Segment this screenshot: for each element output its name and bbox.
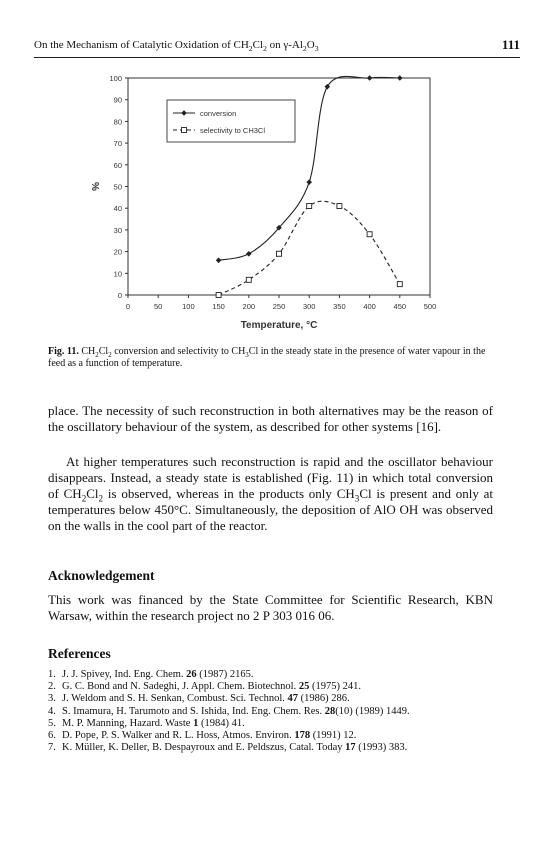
reference-text: D. Pope, P. S. Walker and R. L. Hoss, Atmos. Environ. — [62, 730, 295, 742]
y-tick-label: 0 — [117, 291, 122, 300]
reference-item — [48, 718, 508, 730]
figure-label: Fig. 11. — [48, 346, 79, 357]
x-tick-label: 450 — [393, 302, 407, 311]
data-point-1 — [397, 75, 403, 81]
data-point-2 — [216, 293, 221, 298]
paragraph: At higher temperatures such reconstruction is rapid and the oscillator behaviour disappears. Instead, a steady state is established (Fig. 11) in which total conversion of $CH_2Cl_2$ is observed, whereas in the products only $CH_3Cl$ is present and only at temperatures below 450°C. Simultaneously, the deposition of AlO OH was observed on the walls in the cool part of the reactor. — [48, 454, 494, 533]
y-tick-label: 10 — [113, 269, 122, 279]
acknowledgement-text: This work was financed by the State Committee for Scientific Research, KBN Warsaw, within the research project no 2 P 303 016 06. — [48, 592, 493, 623]
reference-text: (1993) 383. — [355, 742, 408, 754]
reference-text: K. Müller, K. Deller, B. Despayroux and E. Peldszus, Catal. Today — [62, 742, 346, 754]
data-point-1 — [216, 257, 222, 263]
reference-volume: 47 — [287, 693, 299, 705]
legend-marker-2 — [182, 128, 187, 133]
references-heading: References — [48, 646, 111, 661]
x-tick-label: 500 — [423, 302, 437, 311]
reference-text: S. Imamura, H. Tarumoto and S. Ishida, Ind. Eng. Chem. Res. — [62, 705, 325, 717]
data-point-1 — [325, 84, 331, 90]
y-tick-label: 60 — [113, 160, 122, 170]
reference-text: (1987) 2165. — [196, 669, 254, 680]
y-tick-label: 100 — [109, 74, 122, 83]
x-tick-label: 100 — [182, 302, 195, 311]
y-tick-label: 20 — [113, 247, 122, 257]
reference-item — [48, 730, 508, 742]
reference-number: 1. — [48, 669, 56, 680]
reference-text: (1986) 286. — [298, 693, 350, 705]
reference-number: 6. — [48, 730, 56, 742]
data-point-1 — [306, 179, 312, 185]
reference-volume: 25 — [298, 681, 310, 693]
data-point-1 — [246, 251, 252, 257]
y-tick-label: 80 — [113, 117, 122, 127]
x-tick-label: 50 — [154, 302, 163, 311]
running-header — [34, 39, 520, 58]
reference-volume: 26 — [186, 669, 197, 680]
paragraph: place. The necessity of such reconstruction in both alternatives may be the reason of the oscillatory behaviour of the system, as described for other systems [16]. — [48, 403, 493, 434]
reference-item — [48, 681, 508, 693]
reference-text: M. P. Manning, Hazard. Waste — [62, 717, 194, 729]
figure-caption: Fig. 11. $CH_2Cl_2$ conversion and selectivity to $CH_3Cl$ in the steady state in the presence of water vapour in the feed as a function of temperature. — [48, 346, 486, 369]
reference-volume: 28 — [324, 705, 336, 717]
reference-number: 5. — [48, 717, 56, 729]
legend — [167, 100, 295, 142]
legend-label-1: conversion — [200, 109, 237, 118]
x-tick-label: 0 — [125, 302, 131, 311]
page-number: 111 — [501, 37, 520, 52]
data-point-2 — [277, 251, 282, 256]
reference-volume: 17 — [345, 742, 356, 754]
reference-text: (1984) 41. — [198, 717, 245, 729]
reference-number: 3. — [48, 693, 56, 705]
x-tick-label: 250 — [272, 302, 286, 311]
reference-list — [48, 669, 508, 754]
x-axis-label: Temperature, °C — [240, 320, 318, 331]
legend-label-2: selectivity to CH3Cl — [200, 126, 266, 135]
x-tick-label: 200 — [242, 302, 256, 311]
reference-text: (10) (1989) 1449. — [335, 705, 410, 717]
reference-text: J. J. Spivey, Ind. Eng. Chem. — [62, 669, 187, 680]
y-tick-label: 70 — [113, 139, 122, 149]
data-point-2 — [337, 204, 342, 209]
x-tick-label: 300 — [302, 302, 316, 311]
y-tick-label: 40 — [113, 204, 122, 214]
data-point-2 — [246, 277, 251, 282]
reference-number: 7. — [48, 742, 56, 754]
y-tick-label: 30 — [113, 225, 122, 235]
reference-text: (1991) 12. — [310, 730, 357, 742]
reference-item — [48, 669, 508, 681]
data-point-2 — [397, 282, 402, 287]
data-point-2 — [367, 232, 372, 237]
line-chart — [70, 66, 450, 342]
reference-item — [48, 693, 508, 705]
series-line-2 — [219, 201, 400, 295]
reference-text: J. Weldom and S. H. Senkan, Combust. Sci. Technol. — [62, 693, 288, 705]
x-tick-label: 400 — [363, 302, 376, 311]
y-tick-label: 50 — [113, 182, 122, 192]
reference-item — [48, 742, 508, 754]
y-tick-label: 90 — [113, 95, 122, 105]
reference-volume: 1 — [193, 717, 199, 729]
reference-text: G. C. Bond and N. Sadeghi, J. Appl. Chem. Biotechnol. — [62, 681, 299, 693]
y-axis-label: % — [89, 182, 100, 191]
x-tick-label: 150 — [212, 302, 225, 311]
reference-text: (1975) 241. — [309, 681, 361, 693]
reference-number: 2. — [48, 681, 56, 693]
data-point-1 — [367, 75, 373, 81]
reference-item — [48, 706, 508, 718]
x-tick-label: 350 — [333, 302, 346, 311]
reference-volume: 178 — [294, 730, 311, 742]
acknowledgement-heading: Acknowledgement — [48, 568, 155, 583]
data-point-2 — [307, 204, 312, 209]
running-head: On the Mechanism of Catalytic Oxidation of $CH_2Cl_2$ on $\gamma-Al_2O_3$ — [34, 39, 319, 54]
reference-number: 4. — [48, 705, 56, 717]
